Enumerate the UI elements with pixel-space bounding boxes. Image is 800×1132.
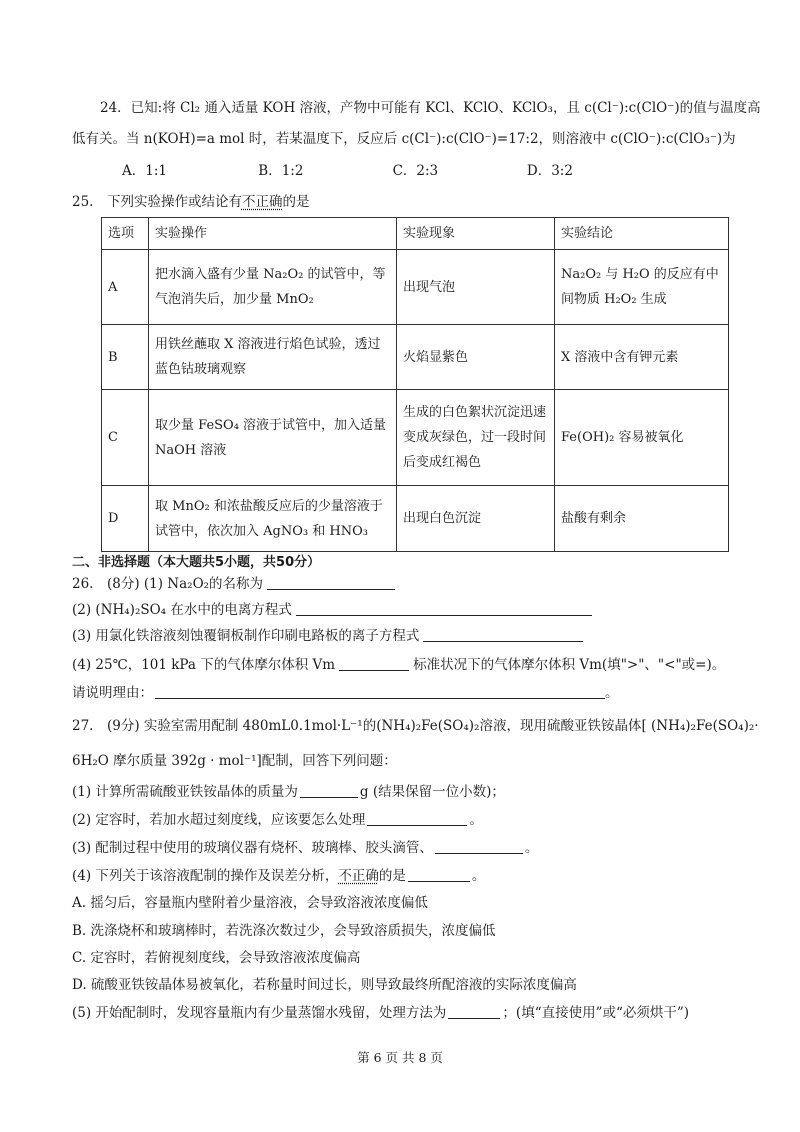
q27-part3-blank[interactable] (435, 839, 523, 854)
header-conclusion: 实验结论 (555, 218, 729, 250)
q26-part2-blank[interactable] (296, 601, 592, 616)
q27-part5-text-b: ；(填“直接使用”或“必须烘干”) (502, 1005, 690, 1021)
q27-part2-text-b: 。 (469, 812, 483, 828)
q27-part4 (72, 864, 485, 884)
row-conclusion: 盐酸有剩余 (555, 486, 729, 552)
q26-part3-text: (3) 用氯化铁溶液刻蚀覆铜板制作印刷电路板的离子方程式 (72, 628, 420, 644)
q27-part5-text-a: (5) 开始配制时，发现容量瓶内有少量蒸馏水残留，处理方法为 (72, 1005, 447, 1021)
q27-part5 (72, 1001, 689, 1021)
q24-stem-line2: 低有关。当 n(KOH)=a mol 时，若某温度下，反应后 c(Cl⁻):c(ClO⁻)=17:2，则溶液中 c(ClO⁻):c(ClO₃⁻)为 (72, 131, 736, 147)
row-option: D (102, 486, 149, 552)
q26-line2 (72, 598, 592, 618)
q27-part3-text-a: (3) 配制过程中使用的玻璃仪器有烧杯、玻璃棒、胶头滴管、 (72, 840, 433, 856)
q24-option-d: D．3:2 (526, 163, 573, 179)
q24-stem-line1: 24．已知:将 Cl₂ 通入适量 KOH 溶液，产物中可能有 KCl、KClO、KClO₃，且 c(Cl⁻):c(ClO⁻)的值与温度高 (100, 100, 761, 116)
q27-part1 (72, 780, 505, 800)
q26-part4-blank[interactable] (339, 656, 409, 671)
q27-part5-blank[interactable] (448, 1004, 500, 1019)
row-conclusion: Na₂O₂ 与 H₂O 的反应有中间物质 H₂O₂ 生成 (555, 250, 729, 325)
q26-reason-label: 请说明理由： (72, 685, 153, 701)
q26-line1 (72, 572, 395, 592)
q27-choice-d: D. 硫酸亚铁铵晶体易被氧化，若称量时间过长，则导致最终所配溶液的实际浓度偏高 (72, 977, 577, 993)
q27-stem-line2: 6H₂O 摩尔质量 392g · mol⁻¹]配制，回答下列问题： (72, 753, 397, 769)
table-row (102, 390, 729, 486)
q27-stem-line1: 27. (9分) 实验室需用配制 480mL0.1mol·L⁻¹的(NH₄)₂Fe(SO₄)₂溶液，现用硫酸亚铁铵晶体[ (NH₄)₂Fe(SO₄)₂· (72, 718, 759, 734)
table-row (102, 250, 729, 325)
q26-part1-blank[interactable] (267, 575, 395, 590)
q24-options (122, 159, 573, 179)
q27-part1-text-a: (1) 计算所需硫酸亚铁铵晶体的质量为 (72, 784, 298, 800)
q25-stem-suffix: 的是 (282, 194, 310, 210)
q27-part4-text-b: 的是 (378, 868, 406, 884)
q26-part1-text: 26. (8分) (1) Na₂O₂的名称为 (72, 576, 264, 592)
q26-line3 (72, 624, 583, 644)
row-option: B (102, 325, 149, 390)
q24-option-a: A．1:1 (122, 163, 167, 179)
table-row (102, 486, 729, 552)
q27-part2-blank[interactable] (367, 811, 467, 826)
q26-part4-text-b: 标准状况下的气体摩尔体积 Vm(填">"、"<"或=)。 (413, 657, 726, 673)
q27-choice-c: C. 定容时，若俯视刻度线，会导致溶液浓度偏高 (72, 950, 361, 966)
section-heading: 二、非选择题（本大题共5小题，共50分） (72, 555, 321, 570)
page-footer: 第 6 页 共 8 页 (357, 1050, 443, 1065)
row-conclusion: X 溶液中含有钾元素 (555, 325, 729, 390)
q27-part1-blank[interactable] (300, 783, 358, 798)
q25-stem (72, 190, 309, 210)
row-phenomenon: 出现白色沉淀 (397, 486, 555, 552)
q27-part2 (72, 808, 483, 828)
q26-part3-blank[interactable] (423, 627, 583, 642)
q27-part4-blank[interactable] (408, 867, 470, 882)
q25-stem-emphasis: 不正确 (241, 194, 283, 210)
header-option: 选项 (102, 218, 149, 250)
row-phenomenon: 出现气泡 (397, 250, 555, 325)
q27-part4-text-a: (4) 下列关于该溶液配制的操作及误差分析， (72, 868, 339, 884)
q27-part2-text-a: (2) 定容时，若加水超过刻度线，应该要怎么处理 (72, 812, 366, 828)
q26-line4 (72, 653, 725, 673)
q27-part4-text-c: 。 (471, 868, 486, 884)
q27-part4-emphasis: 不正确 (338, 868, 379, 884)
q24-option-c: C．2:3 (392, 163, 439, 179)
header-operation: 实验操作 (149, 218, 397, 250)
q27-part3 (72, 836, 538, 856)
table-header-row (102, 218, 729, 250)
q26-reason-end: 。 (605, 685, 619, 701)
row-phenomenon: 火焰显紫色 (397, 325, 555, 390)
row-phenomenon: 生成的白色絮状沉淀迅速变成灰绿色，过一段时间后变成红褐色 (397, 390, 555, 486)
row-option: A (102, 250, 149, 325)
row-option: C (102, 390, 149, 486)
q26-line5 (72, 681, 619, 701)
q27-choice-a: A. 摇匀后，容量瓶内壁附着少量溶液，会导致溶液浓度偏低 (72, 895, 428, 911)
q26-part4-text-a: (4) 25℃，101 kPa 下的气体摩尔体积 Vm (72, 657, 336, 673)
row-operation: 取少量 FeSO₄ 溶液于试管中，加入适量 NaOH 溶液 (149, 390, 397, 486)
q26-reason-blank[interactable] (155, 684, 605, 699)
q27-part3-text-b: 。 (524, 840, 539, 856)
q25-stem-prefix: 25. 下列实验操作或结论有 (72, 194, 242, 210)
q24-option-b: B．1:2 (258, 163, 304, 179)
experiment-table (101, 217, 729, 552)
row-operation: 用铁丝蘸取 X 溶液进行焰色试验，透过蓝色钴玻璃观察 (149, 325, 397, 390)
header-phenomenon: 实验现象 (397, 218, 555, 250)
q26-part2-text: (2) (NH₄)₂SO₄ 在水中的电离方程式 (72, 602, 292, 618)
row-operation: 把水滴入盛有少量 Na₂O₂ 的试管中，等气泡消失后，加少量 MnO₂ (149, 250, 397, 325)
row-operation: 取 MnO₂ 和浓盐酸反应后的少量溶液于试管中，依次加入 AgNO₃ 和 HNO₃ (149, 486, 397, 552)
table-row (102, 325, 729, 390)
q27-choice-b: B. 洗涤烧杯和玻璃棒时，若洗涤次数过少，会导致溶质损失，浓度偏低 (72, 923, 496, 939)
row-conclusion: Fe(OH)₂ 容易被氧化 (555, 390, 729, 486)
q27-part1-text-b: g (结果保留一位小数)； (359, 784, 505, 800)
